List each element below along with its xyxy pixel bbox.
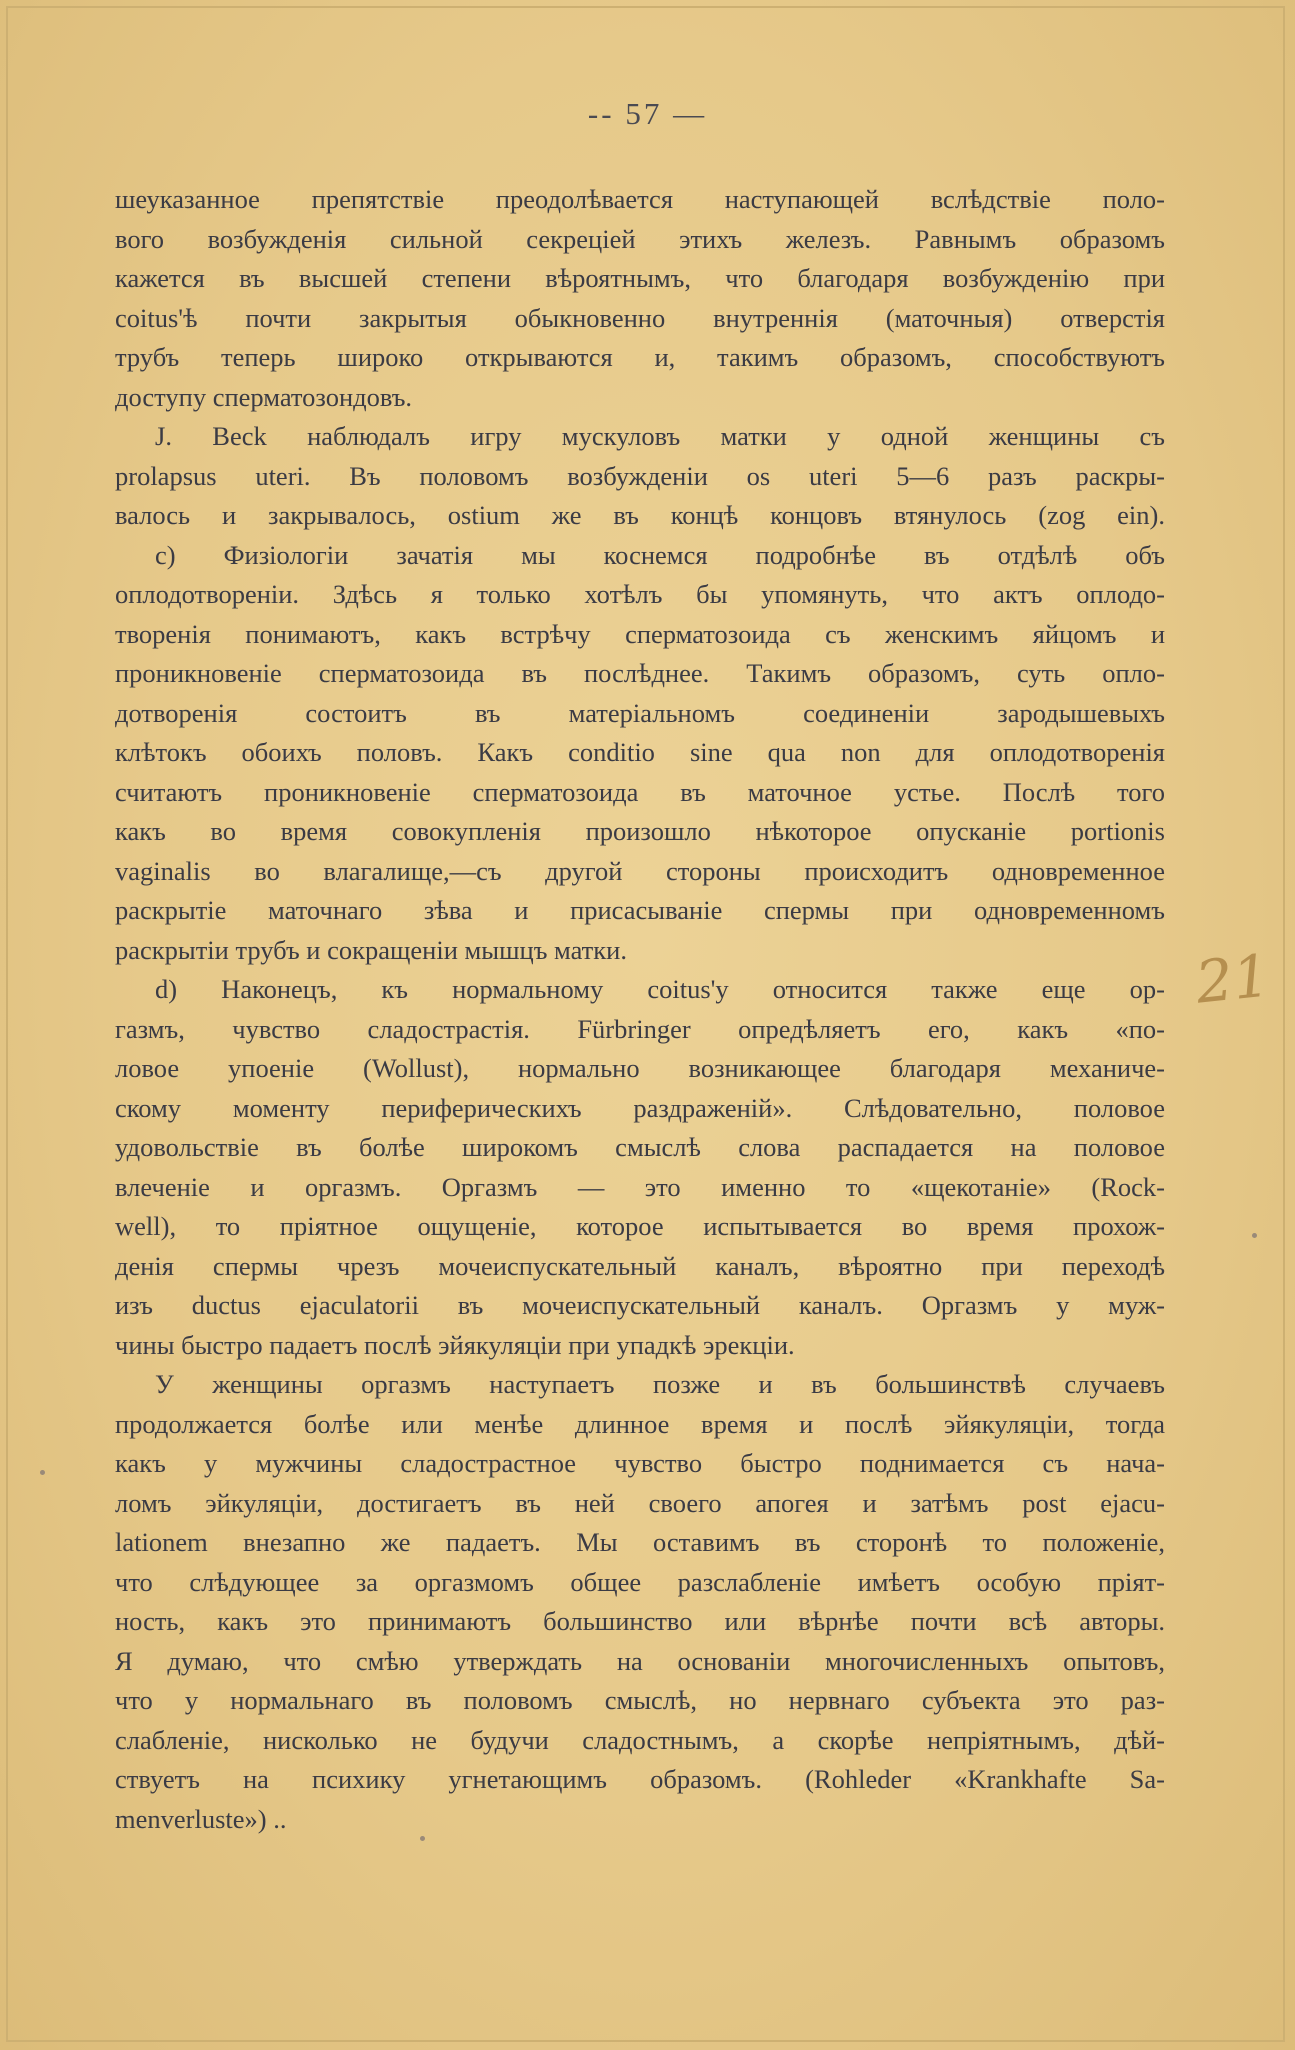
text-line: d) Наконецъ, къ нормальному coitus'у относится также еще ор-: [155, 974, 1165, 1004]
text-line: У женщины оргазмъ наступаетъ позже и въ большинствѣ случаевъ: [155, 1369, 1165, 1399]
text-line: lationem внезапно же падаетъ. Мы оставимъ въ сторонѣ то положеніе,: [115, 1527, 1165, 1557]
text-line: денія спермы чрезъ мочеиспускательный каналъ, вѣроятно при переходѣ: [115, 1250, 1165, 1281]
text-line: well), то пріятное ощущеніе, которое испытывается во время прохож-: [115, 1211, 1165, 1241]
text-line: ность, какъ это принимаютъ большинство или вѣрнѣе почти всѣ авторы.: [115, 1606, 1165, 1636]
text-line: скому моменту периферическихъ раздраженій». Слѣдовательно, половое: [115, 1092, 1165, 1123]
text-line: ствуетъ на психику угнетающимъ образомъ. (Rohleder «Krankhafte Sa-: [115, 1764, 1165, 1794]
paper-speck: [1252, 1233, 1257, 1238]
text-line: трубъ теперь широко открываются и, такимъ образомъ, способствуютъ: [115, 342, 1165, 372]
text-line: кажется въ высшей степени вѣроятнымъ, что благодаря возбужденію при: [115, 263, 1165, 293]
text-line: prolapsus uteri. Въ половомъ возбужденіи os uteri 5—6 разъ раскры-: [115, 460, 1165, 491]
text-line: клѣтокъ обоихъ половъ. Какъ conditio sine qua non для оплодотворенія: [115, 737, 1165, 767]
text-line: валось и закрывалось, ostium же въ концѣ концовъ втянулось (zog ein).: [115, 500, 1165, 530]
text-line: ловое упоеніе (Wollust), нормально возникающее благодаря механиче-: [115, 1053, 1165, 1083]
text-line: чины быстро падаетъ послѣ эйякуляціи при упадкѣ эрекціи.: [115, 1329, 795, 1360]
text-line: что у нормальнаго въ половомъ смыслѣ, но нервнаго субъекта это раз-: [115, 1685, 1165, 1715]
text-line: творенія понимаютъ, какъ встрѣчу сперматозоида съ женскимъ яйцомъ и: [115, 618, 1165, 649]
body-text: [115, 180, 1165, 1839]
text-line: проникновеніе сперматозоида въ послѣднее. Такимъ образомъ, суть опло-: [115, 658, 1165, 688]
text-line: доступу сперматозондовъ.: [115, 381, 413, 412]
text-line: слабленіе, нисколько не будучи сладостнымъ, а скорѣе непріятнымъ, дѣй-: [115, 1724, 1165, 1755]
text-line: продолжается болѣе или менѣе длинное время и послѣ эйякуляціи, тогда: [115, 1408, 1165, 1439]
text-line: какъ во время совокупленія произошло нѣкоторое опусканіе portionis: [115, 816, 1165, 846]
text-line: coitus'ѣ почти закрытыя обыкновенно внутреннія (маточныя) отверстія: [115, 302, 1165, 333]
text-line: c) Физіологіи зачатія мы коснемся подробнѣе въ отдѣлѣ объ: [155, 539, 1165, 570]
text-line: menverluste») ..: [115, 1803, 287, 1834]
text-line: изъ ductus ejaculatorii въ мочеиспускательный каналъ. Оргазмъ у муж-: [115, 1290, 1165, 1320]
text-line: vaginalis во влагалище,—съ другой стороны происходитъ одновременное: [115, 855, 1165, 886]
text-line: J. Beck наблюдалъ игру мускуловъ матки у одной женщины съ: [155, 421, 1165, 451]
text-line: влеченіе и оргазмъ. Оргазмъ — это именно то «щекотаніе» (Rock-: [115, 1171, 1165, 1202]
text-line: считаютъ проникновеніе сперматозоида въ маточное устье. Послѣ того: [115, 776, 1165, 807]
text-line: вого возбужденія сильной секреціей этихъ железъ. Равнымъ образомъ: [115, 223, 1165, 254]
text-line: раскрытіе маточнаго зѣва и присасываніе спермы при одновременномъ: [115, 895, 1165, 925]
text-line: раскрытіи трубъ и сокращеніи мышцъ матки.: [115, 934, 627, 965]
handwritten-margin-note: 21: [1192, 941, 1274, 1017]
text-line: ломъ эйкуляціи, достигаетъ въ ней своего апогея и затѣмъ post ejacu-: [115, 1487, 1165, 1518]
page-number: -- 57 —: [587, 96, 708, 131]
text-line: шеуказанное препятствіе преодолѣвается наступающей вслѣдствіе поло-: [115, 184, 1165, 214]
text-line: что слѣдующее за оргазмомъ общее разслабленіе имѣетъ особую пріят-: [115, 1566, 1165, 1597]
text-line: газмъ, чувство сладострастія. Fürbringer опредѣляетъ его, какъ «по-: [115, 1013, 1165, 1044]
text-line: оплодотвореніи. Здѣсь я только хотѣлъ бы упомянуть, что актъ оплодо-: [115, 579, 1165, 609]
text-line: какъ у мужчины сладострастное чувство быстро поднимается съ нача-: [115, 1448, 1165, 1478]
text-line: Я думаю, что смѣю утверждать на основаніи многочисленныхъ опытовъ,: [115, 1645, 1165, 1676]
paper-speck: [40, 1470, 45, 1475]
text-line: дотворенія состоитъ въ матеріальномъ соединеніи зародышевыхъ: [115, 697, 1165, 728]
paper-speck: [420, 1836, 425, 1841]
text-line: удовольствіе въ болѣе широкомъ смыслѣ слова распадается на половое: [115, 1132, 1165, 1162]
